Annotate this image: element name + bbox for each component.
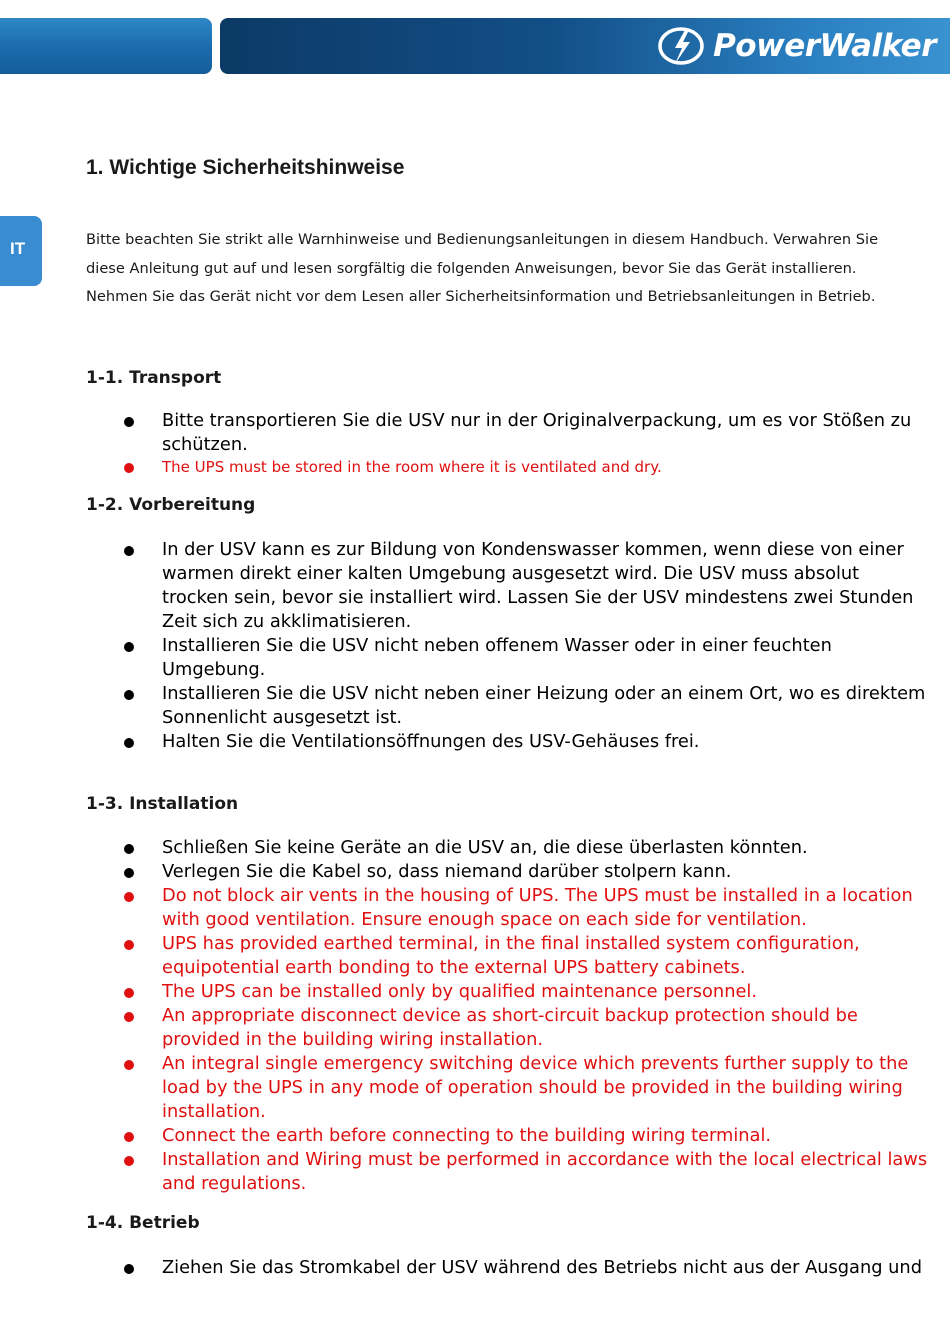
header-bar-right xyxy=(220,18,950,74)
bullet-dot-icon xyxy=(124,690,134,700)
list-item-warning: UPS has provided earthed terminal, in the final installed system configuration, equipotential earth bonding to the external UPS battery cabinets. xyxy=(0,932,878,980)
header-bar-left xyxy=(0,18,212,74)
intro-line: Bitte beachten Sie strikt alle Warnhinweise und Bedienungsanleitungen in diesem Handbuch. Verwahren Sie xyxy=(86,231,879,248)
list-item-warning: An integral single emergency switching device which prevents further supply to the load by the UPS in any mode of operation should be provided in the building wiring installation. xyxy=(0,1052,878,1124)
bullet-dot-icon xyxy=(124,940,134,950)
list-item: Schließen Sie keine Geräte an die USV an, die diese überlasten könnten. xyxy=(0,836,878,860)
list-item-warning: Do not block air vents in the housing of UPS. The UPS must be installed in a location with good ventilation. Ensure enough space on each side for ventilation. xyxy=(0,884,878,932)
page-title: 1. Wichtige Sicherheitshinweise xyxy=(86,156,405,179)
list-item-warning: The UPS must be stored in the room where it is ventilated and dry. xyxy=(0,457,878,477)
bullet-dot-icon xyxy=(124,844,134,854)
bullet-dot-icon xyxy=(124,868,134,878)
intro-line: Nehmen Sie das Gerät nicht vor dem Lesen aller Sicherheitsinformation und Betriebsanleitungen in Betrieb. xyxy=(86,288,876,305)
bullet-dot-icon xyxy=(124,463,134,473)
bullet-list-betrieb xyxy=(0,1256,922,1280)
section-heading-vorbereitung: 1-2. Vorbereitung xyxy=(86,495,256,515)
list-item-warning: Connect the earth before connecting to the building wiring terminal. xyxy=(0,1124,878,1148)
intro-paragraph xyxy=(86,226,878,312)
bullet-dot-icon xyxy=(124,642,134,652)
bullet-dot-icon xyxy=(124,1060,134,1070)
list-item: Installieren Sie die USV nicht neben einer Heizung oder an einem Ort, wo es direktem Sonnenlicht ausgesetzt ist. xyxy=(0,682,878,730)
bullet-dot-icon xyxy=(124,417,134,427)
bullet-dot-icon xyxy=(124,1264,134,1274)
list-item-warning: Installation and Wiring must be performed in accordance with the local electrical laws and regulations. xyxy=(0,1148,878,1196)
bullet-dot-icon xyxy=(124,892,134,902)
bullet-dot-icon xyxy=(124,546,134,556)
list-item: Bitte transportieren Sie die USV nur in der Originalverpackung, um es vor Stößen zu schützen. xyxy=(0,409,878,457)
list-item: Halten Sie die Ventilationsöffnungen des USV-Gehäuses frei. xyxy=(0,730,878,754)
list-item: Verlegen Sie die Kabel so, dass niemand darüber stolpern kann. xyxy=(0,860,878,884)
list-item: Installieren Sie die USV nicht neben offenem Wasser oder in einer feuchten Umgebung. xyxy=(0,634,878,682)
list-item: Ziehen Sie das Stromkabel der USV während des Betriebs nicht aus der Ausgang und xyxy=(0,1256,878,1280)
bullet-list-installation xyxy=(0,836,928,1196)
bullet-dot-icon xyxy=(124,1012,134,1022)
language-tab-label: IT xyxy=(10,239,26,258)
list-item: In der USV kann es zur Bildung von Kondenswasser kommen, wenn diese von einer warmen direkt einer kalten Umgebung ausgesetzt wird. Die USV muss absolut trocken sein, bevor sie installiert wird. Lassen Sie der USV mindestens zwei Stunden Zeit sich zu akklimatisieren. xyxy=(0,538,878,634)
power-logo-icon xyxy=(655,24,707,68)
bullet-list-vorbereitung xyxy=(0,538,926,754)
brand-name: PowerWalker xyxy=(713,28,936,64)
brand-logo xyxy=(655,24,936,68)
section-heading-transport: 1-1. Transport xyxy=(86,368,222,388)
list-item-warning: An appropriate disconnect device as short-circuit backup protection should be provided in the building wiring installation. xyxy=(0,1004,878,1052)
language-tab xyxy=(0,216,42,286)
section-heading-betrieb: 1-4. Betrieb xyxy=(86,1213,200,1233)
bullet-dot-icon xyxy=(124,1132,134,1142)
list-item-warning: The UPS can be installed only by qualified maintenance personnel. xyxy=(0,980,878,1004)
intro-line: diese Anleitung gut auf und lesen sorgfältig die folgenden Anweisungen, bevor Sie das Gerät installieren. xyxy=(86,259,857,277)
bullet-dot-icon xyxy=(124,738,134,748)
bullet-list-transport xyxy=(0,409,912,477)
section-heading-installation: 1-3. Installation xyxy=(86,794,239,814)
bullet-dot-icon xyxy=(124,988,134,998)
bullet-dot-icon xyxy=(124,1156,134,1166)
